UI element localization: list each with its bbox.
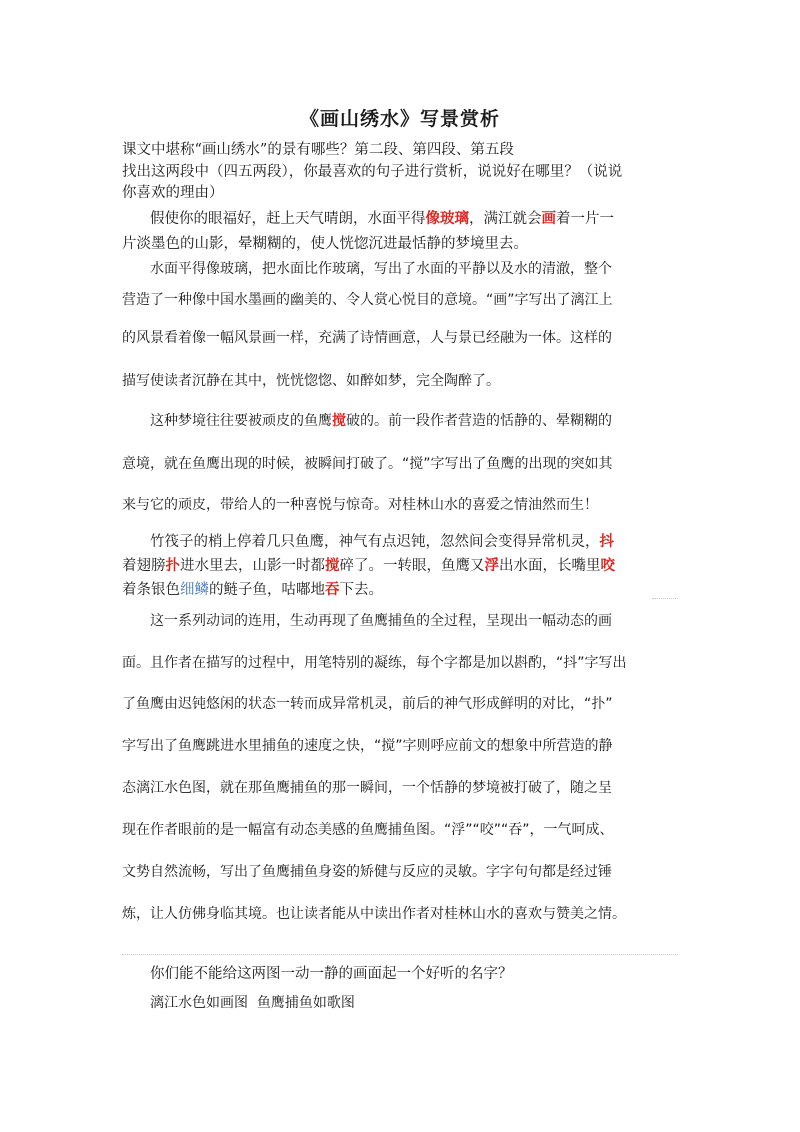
analysis-2-line-1 [150,410,612,430]
highlight-word-blue: 细鳞 [180,582,209,598]
intro-line-2: 找出这两段中（四五两段），你最喜欢的句子进行赏析，说说好在哪里？（说说 [122,164,623,180]
quote-paragraph-2-line-1 [150,530,614,551]
text: 出水面，长嘴里 [499,558,601,574]
divider-dotted [122,954,678,955]
answer-line: 漓江水色如画图 鱼鹰捕鱼如歌图 [150,995,355,1011]
analysis-3-line-1: 这一系列动词的连用，生动再现了鱼鹰捕鱼的全过程，呈现出一幅动态的画 [150,613,612,629]
analysis-1-line-4: 描写使读者沉静在其中，恍恍惚惚、如醉如梦，完全陶醉了。 [122,373,500,389]
highlight-word: 画 [541,210,556,227]
text: 进水里去，山影一时都 [180,558,325,574]
text: 着翅膀 [122,558,166,574]
highlight-word: 抖 [599,533,614,550]
analysis-3-line-4: 字写出了鱼鹰跳进水里捕鱼的速度之快，“搅”字则呼应前文的想象中所营造的静 [122,738,613,754]
highlight-word: 浮 [484,557,499,574]
highlight-word: 搅 [325,557,340,574]
analysis-3-line-8: 炼，让人仿佛身临其境。也让读者能从中读出作者对桂林山水的喜欢与赞美之情。 [122,906,626,922]
analysis-1-line-2: 营造了一种像中国水墨画的幽美的、令人赏心悦目的意境。“画”字写出了漓江上 [122,292,613,308]
intro-line-1: 课文中堪称“画山绣水”的景有哪些？第二段、第四段、第五段 [122,142,514,158]
text: 的鲢子鱼，咕嘟地 [209,582,325,598]
text: 着条银色 [122,582,180,598]
text: 破的。前一段作者营造的恬静的、晕糊糊的 [346,413,612,429]
analysis-2-line-2: 意境，就在鱼鹰出现的时候，被瞬间打破了。“搅”字写出了鱼鹰的出现的突如其 [122,456,613,472]
text: 着一片一 [556,211,614,227]
divider-dotted [652,598,678,599]
highlight-word: 吞 [325,581,340,598]
text: 碎了。一转眼，鱼鹰又 [339,558,485,574]
highlight-word: 咬 [600,557,615,574]
quote-paragraph-2-line-2 [122,554,615,575]
highlight-word: 搅 [332,413,346,429]
analysis-1-line-1: 水面平得像玻璃，把水面比作玻璃，写出了水面的平静以及水的清澈，整个 [150,261,612,277]
text: 这种梦境往往要被顽皮的鱼鹰 [150,413,332,429]
quote-paragraph-1-line-2: 片淡墨色的山影，晕糊糊的，使人恍惚沉进最恬静的梦境里去。 [122,236,528,252]
highlight-word: 像玻璃 [425,210,469,227]
text: 下去。 [339,582,383,598]
text: ，满江就会 [469,211,542,227]
quote-paragraph-1-line-1 [150,207,614,228]
intro-line-3: 你喜欢的理由） [122,185,224,201]
quote-paragraph-2-line-3 [122,578,383,599]
analysis-2-line-3: 来与它的顽皮，带给人的一种喜悦与惊奇。对桂林山水的喜爱之情油然而生！ [122,497,598,513]
analysis-3-line-6: 现在作者眼前的是一幅富有动态美感的鱼鹰捕鱼图。“浮”“咬”“吞”，一气呵成、 [122,822,614,838]
analysis-3-line-2: 面。且作者在描写的过程中，用笔特别的凝练，每个字都是加以斟酌，“抖”字写出 [122,655,627,671]
text: 竹筏子的梢上停着几只鱼鹰，神气有点迟钝，忽然间会变得异常机灵， [150,534,600,550]
analysis-3-line-7: 文势自然流畅，写出了鱼鹰捕鱼身姿的矫健与反应的灵敏。字字句句都是经过锤 [122,864,612,880]
analysis-3-line-3: 了鱼鹰由迟钝悠闲的状态一转而成异常机灵，前后的神气形成鲜明的对比，“扑” [122,696,613,712]
analysis-1-line-3: 的风景看着像一幅风景画一样，充满了诗情画意，人与景已经融为一体。这样的 [122,330,612,346]
question-line: 你们能不能给这两图一动一静的画面起一个好听的名字？ [150,966,513,982]
highlight-word: 扑 [165,557,180,574]
analysis-3-line-5: 态漓江水色图，就在那鱼鹰捕鱼的那一瞬间，一个恬静的梦境被打破了，随之呈 [122,780,612,796]
text: 假使你的眼福好，赶上天气晴朗，水面平得 [150,211,426,227]
page-title: 《画山绣水》写景赏析 [299,108,500,130]
